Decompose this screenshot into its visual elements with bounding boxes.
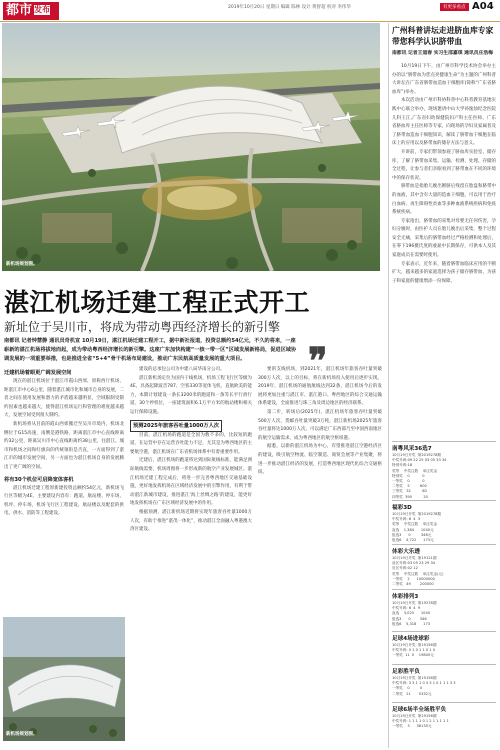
lottery-line: 组选3 0 346元: [392, 532, 432, 537]
page-number: A04: [472, 1, 494, 12]
lottery-line: 特别奖 0 0: [392, 473, 425, 478]
lottery-line: 四等奖 390 20: [392, 494, 428, 499]
photo2-caption: 新机场规划图。: [6, 732, 38, 737]
lottery-line: 一等奖 2 10000000: [392, 576, 435, 581]
airport-aerial-illustration: [3, 617, 125, 741]
lottery-line: 10月19日开奖 第2019278期: [392, 453, 441, 457]
lottery-line: 后区号码:02 12: [392, 566, 418, 571]
paragraph: 建设的总承包公司为中建八局华南分公司。: [139, 367, 225, 372]
lottery-line: 二等奖 21 5332元: [392, 691, 432, 696]
section-logo: [3, 2, 59, 20]
lottery-line: 10月19日开奖 第19121期: [392, 556, 437, 560]
lottery-results: [392, 556, 496, 587]
lottery-results: [392, 453, 496, 500]
airport-rendering-photo: [2, 23, 380, 271]
lottery-divider: [392, 664, 496, 665]
lottery-line: 中奖号码:09 22 25 03 05 33 34: [392, 458, 447, 463]
article-column-2: [130, 366, 252, 744]
section-name: 都市: [6, 3, 33, 18]
paragraph: 本次活动由广州市科协科普中心科普教育基地实践中心联合举办，现场邀请中山大学孙逸仙纪念医院儿科王江,广东省妇幼保健院妇产科主任医师、广东省脐血库主任医师等专家，向现场的孕妇及家属普及了脐带血造血干细胞知识，解读了脐带血干细胞在临床上的应用以及脐带血的储存方法与意义。: [392, 98, 496, 147]
lottery-line: 一等奖 3 38135元: [392, 724, 432, 729]
lottery-line: 前区号码:03 05 23 29 34: [392, 561, 436, 566]
lottery-line: 中奖号码: 3 3 1 1 0 3 3 1 0 1 1 1 3 3: [392, 681, 456, 686]
lottery-line: 中奖号码: 0 1 0 1 1 0 1 0: [392, 648, 436, 653]
lottery-line: 一等奖 0 0: [392, 686, 423, 691]
paragraph: 根据预测，湛江新机场近期将实现年旅客吞吐量1000万人次，有助于推进“湛茂一体化”，推动湛江全面融入粤港澳大湾区建设。: [130, 509, 252, 533]
paragraph: 10月19日下午，由广州市科学技术协会举办主办的以“脐带血为您点亮健康生命”为主题的广州科普大讲坛在广东省脐带血造血干细胞库(简称“广东省脐血库”)举办。: [392, 64, 496, 95]
paragraph: 湛江新机场定位为国内干线机场，机场工程飞行区等级为4E，具备起降波音787、空客330等宽体飞机，直航欧美的能力，本期计划建设一条长3200米的跑道和一条等长平行滑行道，30个停机位，一座建筑面积6.1万平方米的航站楼和相关运行保障设施。: [130, 375, 252, 415]
lottery-line: 三等奖 32 80: [392, 489, 427, 494]
lottery-title: 足彩胜平负: [392, 669, 420, 675]
paragraph: 要的支线机场，到2021年，湛江机场年旅客吞吐量突破300万人次，以上的目标，将在新机场投入使用后逐步实现。2019年，湛江机场的通航航线达到32条，湛江机场今后的发展将更加注重与湛江市、湛江港口、粤西地区的综合交通运输体系建设，全面推进与珠三角及周边地区的经济联系。: [258, 367, 382, 407]
lottery-divider: [392, 544, 496, 545]
lottery-line: 组选6 5,318 173: [392, 621, 431, 626]
quote-mark-icon: ❞: [308, 340, 328, 382]
article-column-1: [4, 366, 124, 614]
issue-info: 2019年10月20日 星期日 编辑 陈林 设计 黄智超 校对 李伟华: [228, 5, 351, 10]
paragraph: 现在的湛江机场位于湛江市霞山西郊，原称西厅机场，距湛江市中心6公里，随着湛江城市化和城市自身的发展，二者之间在使用发展和潜力的矛盾越来越明显，空域限制受制约因素也越来越大，使得湛江机场运行和管理的难度越来越大，发展空间受到很大制约。: [4, 379, 124, 419]
lottery-results: [392, 512, 496, 543]
lottery-title: 南粤风采36选7: [392, 446, 432, 452]
lottery-line: 直选 3,025 1040: [392, 611, 431, 616]
lottery-line: 二等奖 49 200000: [392, 582, 434, 587]
column-divider: [388, 23, 389, 748]
lottery-line: 10月19日开奖 第19278期: [392, 601, 437, 605]
airport-aerial-photo: [3, 617, 125, 741]
lottery-divider: [392, 589, 496, 590]
lottery-divider: [392, 702, 496, 703]
page-header: [0, 0, 500, 22]
lottery-results: [392, 676, 496, 697]
header-tag: 有更多看点: [440, 3, 469, 11]
airport-rendering-illustration: [2, 23, 380, 271]
lottery-results: [392, 714, 496, 730]
lottery-line: 直选 1,384 1040元: [392, 527, 434, 532]
lottery-line: 奖等 中奖注数 单注奖金(元): [392, 571, 444, 576]
lottery-results: [392, 643, 496, 659]
section-heading: 预测2025年旅客吞吐量1000万人次: [130, 420, 222, 432]
paragraph: 据悉，以新的湛江机场为中心，有望推进湛江空港经济区的建设，吸引航空物流、临空制造、商贸会展等产业集聚，将进一步推动湛江经济的发展，打造粤西地区现代化综合交通枢纽。: [258, 444, 382, 476]
lottery-line: 特别号码:18: [392, 463, 413, 468]
article-column-3: [258, 366, 382, 744]
lottery-results: [392, 601, 496, 627]
lottery-line: 中奖号码: 8 4 3: [392, 517, 421, 522]
subheadline: 新址位于吴川市，将成为带动粤西经济增长的新引擎: [4, 320, 281, 334]
lottery-divider: [392, 441, 496, 442]
lead-paragraph: 南都讯 记者钟慧静 通讯员奇机宣 10月19日，湛江机场迁建工程开工，据中新社报道，投资总额约54亿元，不久的将来，一座崭新的湛江机场将拔地而起，成为带动粤西经济增长的新引擎。这座广东加快构建“一核一带一区”区域发展新格局，促进区域协调发展的一项重要举措，也是推进全省“5+4”骨干机场布局建设，推动广东民航高质量发展的重大项目。: [4, 338, 297, 362]
lottery-title: 足球6场半全场胜平负: [392, 707, 447, 713]
lottery-line: 奖等 中奖注数 单注奖金: [392, 522, 438, 527]
lottery-divider: [392, 500, 496, 501]
lottery-divider: [392, 631, 496, 632]
side-article-body: [392, 63, 496, 438]
side-article-title: 广州科普讲坛走进脐血库专家带您科学认识脐带血: [392, 26, 494, 46]
lottery-line: 二等奖 5 600: [392, 484, 427, 489]
lottery-line: 一等奖 0 0: [392, 479, 425, 484]
paragraph: 专家表示，近年来，随着脐带血临床应用的不断扩大，越来越多的家庭选择为孩子储存脐带血，为孩子和家庭的健康增添一份保障。: [392, 261, 496, 284]
lottery-title: 足球4场进球彩: [392, 636, 430, 642]
lottery-line: 10月19日开奖 第19158期: [392, 676, 437, 680]
paragraph: 第二步，转场后(2025年)，湛江机场年旅客吞吐量突破500万人次，货邮吞吐量突破3万吨，湛江新机场2025年旅客吞吐量将达1000万人次，可以满足广东西部乃至中国西南地区的航空运输需求，成为粤西地区的航空枢纽港。: [258, 409, 382, 441]
lottery-line: 10月19日开奖 第19156期: [392, 714, 437, 718]
section-heading: 将有30个机位可启降宽体客机: [4, 476, 74, 483]
section-heading: 迁建机场着眼更广阔发展空间: [4, 370, 72, 376]
side-article-byline: 南都讯 记者王道春 实习生邵嘉琪 通讯员庄浩梅: [392, 51, 493, 56]
paragraph: 迁建后，湛江机场的跑道将达到国际航线标准，能满足洲际航线需要，机场周围将一步形成新的航空产业发展城区。湛江机场迁建工程完成后，将进一步完善粤西地区交通基础设施，更好地发挥机场在区域经济发展中的引擎作用，有利于带动湛江新城市建设，推进湛江‘海上丝绸之路’的建设，能更好地发挥机场在广东区域经济发展中的作用。: [130, 458, 252, 507]
lottery-title: 体彩大乐透: [392, 549, 420, 555]
lottery-title: 体彩排列3: [392, 594, 419, 600]
paragraph: 脐带血是指胎儿娩出断脐后残留在胎盘和脐带中的血液，其中含有大量的造血干细胞，可以用于治疗白血病、再生障碍性贫血等多种血液系统疾病和免疫系统疾病。: [392, 184, 496, 216]
lottery-line: 奖等 中奖注数 单注奖金: [392, 468, 438, 473]
paragraph: 目前，湛江机场的跑道是全国为数不多的，比较短的跑道，在运营中存在运营吞吐能力不足，尤其是为粤西地区的主要航空港，湛江机场在广东省机场体系中有着重要作用。: [130, 432, 252, 455]
lottery-line: 10月19日开奖 第19156期: [392, 643, 437, 647]
paragraph: 湛江机场迁建工程原新建投资总额约54亿元，新机场飞行区等级为4E，主要建设内容有：跑道、航站楼、停车场、机坪、停车场，机场飞行区工程建设，航站楼以及配套的供电、供水、消防等工程建设。: [4, 485, 124, 517]
paragraph: 开讲前，专家们带领参观了脐血库实验室、储存库，了解了脐带血采集、运输、检测、处理、存储的全过程，让参与者们亲眼看到了脐带血在不同的环境中的保存状况。: [392, 149, 496, 181]
lottery-line: 中奖号码: 1 1 1 1 0 1 2 1 1 1 1 1: [392, 719, 449, 724]
headline: 湛江机场迁建工程正式开工: [4, 288, 311, 317]
lottery-line: 组选6 4,722 173元: [392, 538, 434, 543]
lottery-title: 福彩3D: [392, 505, 412, 511]
lottery-line: 组选3 0 346: [392, 616, 427, 621]
paragraph: 专家指出，脐带血的采集对母婴无任何伤害，孕妇分娩时，由医护人员在胎儿娩出后采集，整个过程安全无痛，采集后的脐带血经过严格检测和处理后，在零下196摄氏度的液氮中长期保存，可供本人及其家庭成员在需要时使用。: [392, 218, 496, 259]
lottery-line: 一等奖 11 0 19800元: [392, 653, 434, 658]
section-sub: 发布: [34, 5, 51, 14]
lottery-line: 10月19日开奖 第2019278期: [392, 512, 441, 516]
lottery-line: 中奖号码: 6 4 9: [392, 606, 421, 611]
photo1-caption: 新机场规划图。: [6, 262, 38, 267]
paragraph: 新机场将从目前的霞山西郊搬迁至吴川市境内，机场北侧位于G15高速，南侧是港铁路，距离湛江市中心直线距离约32公里，距离吴川市中心直线距离约38公里，往湛江、城市和机场之间和红旗向的传统领衔是否直，一方面得到了湛江市的城市发展空间，另一方面也为湛江机场自身的发展腾出了更广阔的空间。: [4, 421, 124, 470]
